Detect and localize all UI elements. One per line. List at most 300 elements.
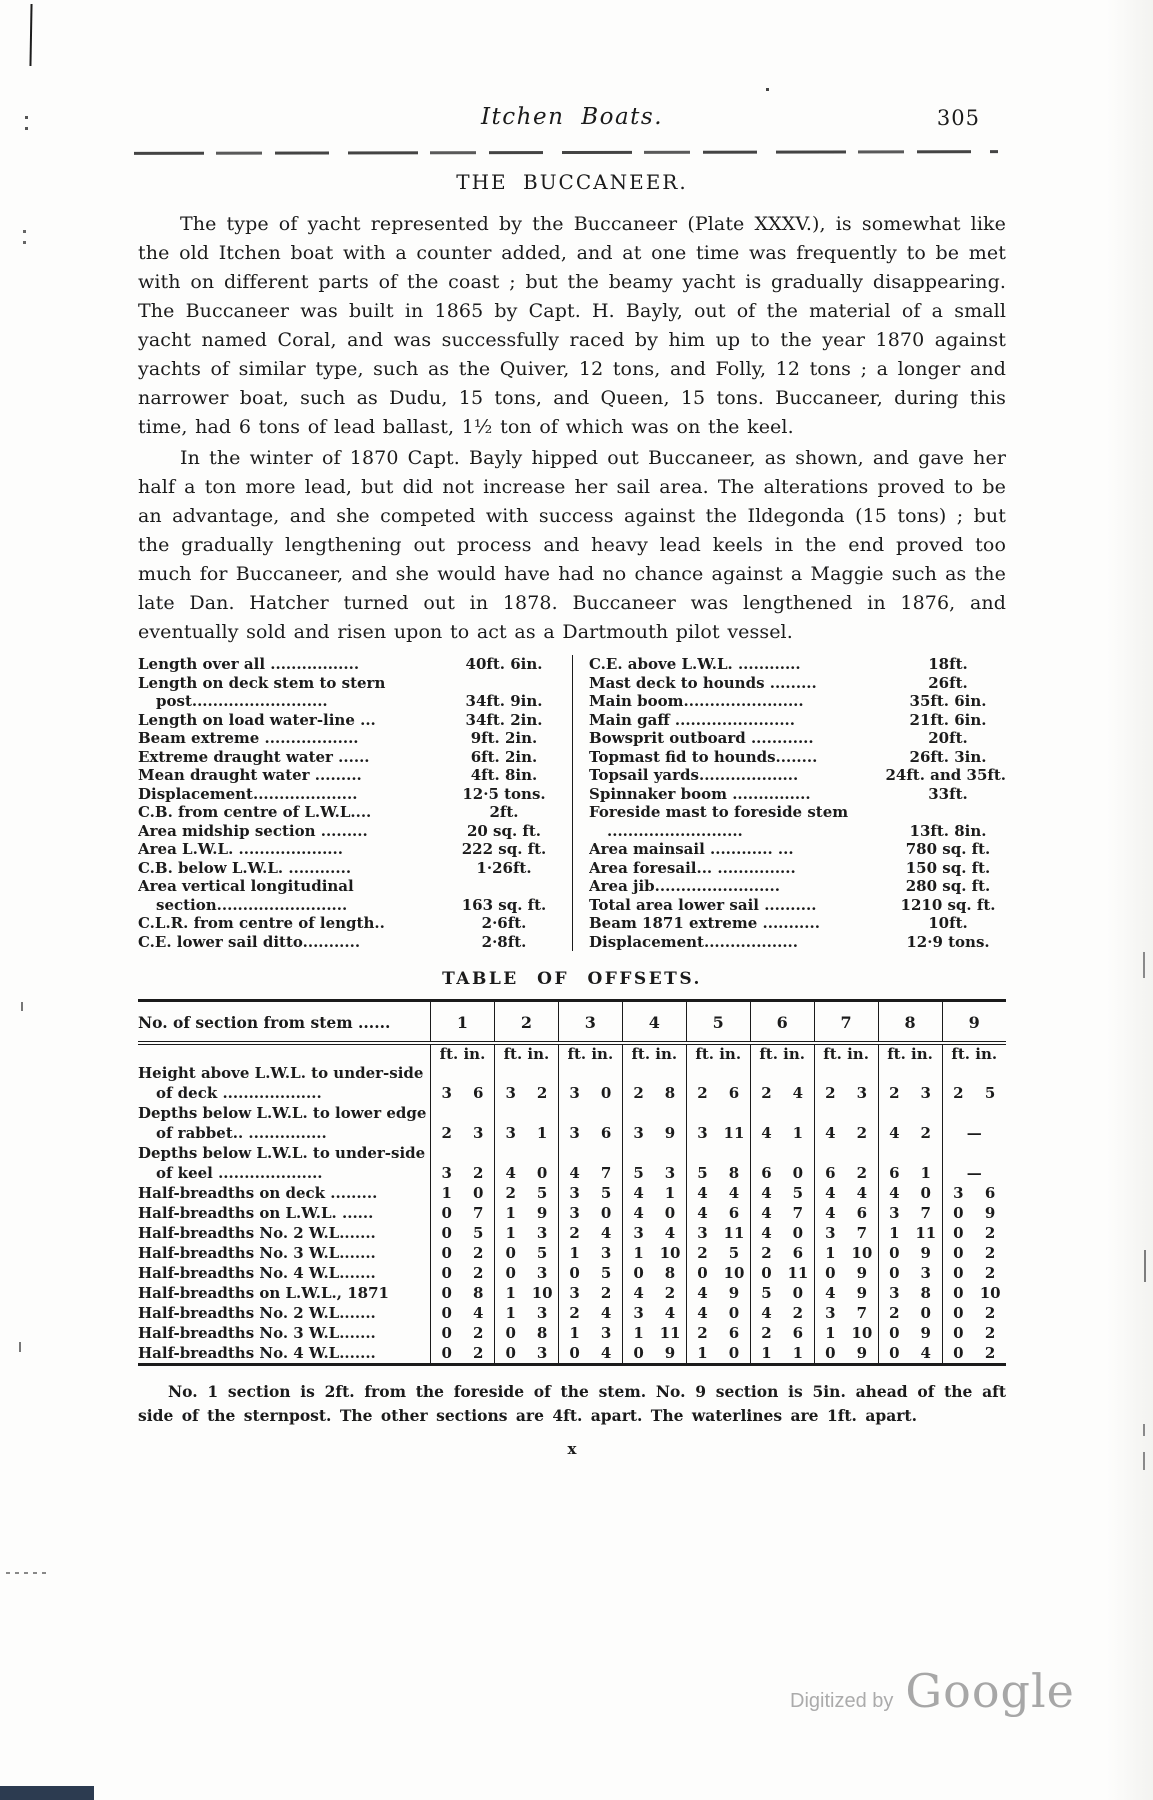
feet-inches-pair xyxy=(559,1183,622,1203)
offsets-value-cell xyxy=(622,1323,686,1343)
inches-value: 2 xyxy=(984,1324,996,1342)
inches-value: 4 xyxy=(600,1304,612,1322)
inches-value: 5 xyxy=(600,1264,612,1282)
spec-row xyxy=(589,785,1006,804)
feet-value: 2 xyxy=(761,1244,772,1262)
feet-value: 3 xyxy=(441,1164,452,1182)
offsets-value-cell xyxy=(814,1223,878,1243)
offsets-value-cell xyxy=(686,1063,750,1103)
offsets-row-label-text: Depths below L.W.L. to under-side of keel .................... xyxy=(138,1144,426,1182)
spec-value: 2ft. xyxy=(489,803,519,821)
feet-inches-pair xyxy=(495,1283,558,1303)
feet-value: 0 xyxy=(569,1344,580,1362)
inches-value: 9 xyxy=(920,1324,931,1342)
feet-inches-pair xyxy=(879,1243,942,1263)
spec-value: 9ft. 2in. xyxy=(470,729,538,747)
spec-value: 34ft. 9in. xyxy=(465,692,543,710)
inches-value: 2 xyxy=(856,1124,868,1142)
offsets-value-cell xyxy=(942,1103,1006,1143)
feet-inches-pair xyxy=(815,1083,878,1103)
feet-value: 3 xyxy=(505,1124,516,1142)
offsets-value-cell xyxy=(622,1183,686,1203)
feet-inches-pair xyxy=(623,1263,686,1283)
feet-value: 0 xyxy=(953,1224,964,1242)
feet-value: 1 xyxy=(633,1324,644,1342)
offsets-value-cell xyxy=(622,1343,686,1365)
offsets-value-cell xyxy=(686,1303,750,1323)
offsets-value-cell xyxy=(942,1183,1006,1203)
feet-value: 0 xyxy=(953,1304,964,1322)
feet-value: 4 xyxy=(825,1284,836,1302)
offsets-row-label xyxy=(138,1143,431,1183)
spec-value: 26ft. xyxy=(928,673,968,692)
spec-row xyxy=(589,896,1006,915)
spec-value: 222 sq. ft. xyxy=(461,840,547,858)
offsets-data-row xyxy=(138,1183,1006,1203)
inches-value: 0 xyxy=(472,1184,484,1202)
spec-value: 13ft. 8in. xyxy=(909,821,987,840)
feet-inches-pair xyxy=(623,1163,686,1183)
section-number-header: 9 xyxy=(942,1001,1006,1044)
spec-label: Area jib........................ xyxy=(589,877,780,895)
inches-value: 3 xyxy=(920,1264,931,1282)
feet-inches-pair xyxy=(879,1263,942,1283)
offsets-data-row xyxy=(138,1323,1006,1343)
offsets-value-cell xyxy=(814,1203,878,1223)
spec-value: 34ft. 2in. xyxy=(465,710,543,729)
offsets-value-cell xyxy=(431,1063,495,1103)
offsets-value-cell xyxy=(558,1203,622,1223)
offsets-value-cell xyxy=(431,1263,495,1283)
offsets-value-cell xyxy=(878,1103,942,1143)
spec-value: 280 sq. ft. xyxy=(905,877,991,895)
spec-value: 21ft. 6in. xyxy=(909,710,987,729)
offsets-value-cell xyxy=(814,1323,878,1343)
feet-inches-pair xyxy=(751,1083,814,1103)
feet-value: 1 xyxy=(505,1224,516,1242)
inches-value: 0 xyxy=(920,1304,931,1322)
offsets-value-cell xyxy=(558,1183,622,1203)
offsets-value-cell xyxy=(494,1303,558,1323)
inches-value: 8 xyxy=(664,1084,676,1102)
spec-value: 33ft. xyxy=(928,784,968,803)
table-footnote: No. 1 section is 2ft. from the foreside of the stem. No. 9 section is 5in. ahead of the aft side of the sternpost. The other sections are 4ft. apart. The waterlines are 1ft. apart. xyxy=(138,1382,1006,1425)
feet-inches-pair xyxy=(879,1203,942,1223)
offsets-row-label xyxy=(138,1103,431,1143)
spec-row xyxy=(138,729,562,748)
feet-value: 0 xyxy=(441,1304,452,1322)
feet-value: 0 xyxy=(953,1324,964,1342)
feet-inches-pair xyxy=(559,1283,622,1303)
feet-value: 0 xyxy=(953,1284,964,1302)
spec-row xyxy=(138,655,562,674)
feet-value: 4 xyxy=(633,1284,644,1302)
offsets-value-cell xyxy=(686,1243,750,1263)
spec-label: Topmast fid to hounds........ xyxy=(589,747,818,766)
feet-value: 3 xyxy=(889,1204,900,1222)
feet-inches-pair xyxy=(879,1303,942,1323)
offsets-value-cell xyxy=(942,1143,1006,1183)
offsets-value-cell xyxy=(431,1223,495,1243)
inches-value: 6 xyxy=(792,1244,804,1262)
offsets-value-cell xyxy=(622,1263,686,1283)
spec-value: 12·9 tons. xyxy=(906,932,990,951)
feet-inches-pair xyxy=(559,1263,622,1283)
feet-inches-pair xyxy=(431,1283,494,1303)
spec-value: 1210 sq. ft. xyxy=(900,895,996,914)
inches-value: 10 xyxy=(723,1264,745,1282)
feet-value: 4 xyxy=(761,1224,772,1242)
feet-value: 0 xyxy=(825,1344,836,1362)
inches-value: 5 xyxy=(600,1184,612,1202)
inches-value: 3 xyxy=(536,1304,548,1322)
inches-value: 6 xyxy=(728,1204,740,1222)
feet-inches-pair xyxy=(815,1323,878,1343)
feet-value: 2 xyxy=(761,1084,772,1102)
article xyxy=(138,170,1006,1458)
inches-value: 11 xyxy=(723,1224,745,1242)
offsets-value-cell xyxy=(814,1143,878,1183)
scan-mark xyxy=(6,1572,46,1574)
feet-inches-pair xyxy=(879,1083,942,1103)
inches-value: 0 xyxy=(728,1304,740,1322)
inches-value: 9 xyxy=(728,1284,740,1302)
feet-value: 1 xyxy=(569,1244,580,1262)
offsets-value-cell xyxy=(878,1143,942,1183)
offsets-value-cell xyxy=(686,1203,750,1223)
digitized-by-text: Digitized by xyxy=(790,1690,894,1712)
google-logo: Google xyxy=(905,1664,1075,1718)
spec-row xyxy=(138,840,562,859)
inches-value: 4 xyxy=(664,1304,676,1322)
feet-inches-pair xyxy=(815,1163,878,1183)
running-header: Itchen Boats. xyxy=(480,104,664,130)
offsets-value-cell xyxy=(686,1183,750,1203)
spec-label: C.E. lower sail ditto........... xyxy=(138,932,361,951)
offsets-value-cell xyxy=(750,1103,814,1143)
feet-inches-pair xyxy=(431,1123,494,1143)
inches-value: 6 xyxy=(472,1084,484,1102)
offsets-data-row xyxy=(138,1143,1006,1183)
inches-value: 5 xyxy=(472,1224,484,1242)
offsets-row-label xyxy=(138,1303,431,1323)
offsets-value-cell xyxy=(622,1203,686,1223)
inches-value: 7 xyxy=(600,1164,612,1182)
feet-inches-pair xyxy=(495,1083,558,1103)
offsets-row-label-text: Half-breadths No. 4 W.L....... xyxy=(138,1264,376,1282)
feet-value: 3 xyxy=(569,1124,580,1142)
feet-inches-pair xyxy=(943,1263,1007,1283)
spec-value: 20ft. xyxy=(928,729,968,747)
feet-value: 0 xyxy=(441,1324,452,1342)
feet-value: 0 xyxy=(825,1264,836,1282)
section-number-header: 3 xyxy=(558,1001,622,1044)
feet-inches-pair xyxy=(559,1323,622,1343)
feet-value: 6 xyxy=(825,1164,836,1182)
inches-value: 0 xyxy=(792,1284,804,1302)
feet-inches-pair xyxy=(943,1083,1007,1103)
inches-value: 11 xyxy=(659,1324,681,1342)
feet-value: 2 xyxy=(825,1084,836,1102)
feet-inches-pair xyxy=(559,1203,622,1223)
spec-row xyxy=(138,766,562,785)
feet-value: 2 xyxy=(569,1304,580,1322)
digitized-watermark xyxy=(790,1664,1075,1718)
offsets-value-cell xyxy=(750,1323,814,1343)
inches-value: 6 xyxy=(856,1204,868,1222)
spec-label: Total area lower sail .......... xyxy=(589,895,817,914)
feet-value: 4 xyxy=(761,1124,772,1142)
feet-inches-pair xyxy=(623,1083,686,1103)
scan-mark xyxy=(29,4,32,66)
offsets-data-row xyxy=(138,1063,1006,1103)
offsets-value-cell xyxy=(558,1343,622,1365)
feet-inches-pair xyxy=(943,1223,1007,1243)
inches-value: 2 xyxy=(920,1124,931,1142)
spec-row xyxy=(589,655,1006,674)
scan-mark xyxy=(23,241,26,244)
inches-value: 3 xyxy=(600,1324,612,1342)
inches-value: 4 xyxy=(856,1184,868,1202)
feet-inches-pair xyxy=(495,1263,558,1283)
offsets-value-cell xyxy=(494,1343,558,1365)
inches-value: 2 xyxy=(984,1264,996,1282)
offsets-value-cell xyxy=(686,1323,750,1343)
inches-value: 3 xyxy=(536,1224,548,1242)
inches-value: 9 xyxy=(856,1344,868,1362)
offsets-value-cell xyxy=(878,1063,942,1103)
feet-value: 1 xyxy=(761,1344,772,1362)
feet-inches-pair xyxy=(559,1303,622,1323)
spec-row xyxy=(589,748,1006,767)
offsets-data-row xyxy=(138,1303,1006,1323)
offsets-value-cell xyxy=(431,1343,495,1365)
offsets-value-cell xyxy=(558,1143,622,1183)
offsets-value-cell xyxy=(750,1183,814,1203)
feet-value: 4 xyxy=(825,1124,836,1142)
spec-row xyxy=(589,859,1006,878)
offsets-value-cell xyxy=(686,1263,750,1283)
offsets-value-cell xyxy=(814,1063,878,1103)
inches-value: 0 xyxy=(536,1164,548,1182)
no-value-dash: — xyxy=(966,1124,982,1142)
feet-inches-pair xyxy=(559,1083,622,1103)
offsets-row-label-text: Half-breadths No. 4 W.L....... xyxy=(138,1344,376,1362)
specifications-list xyxy=(138,655,1006,951)
feet-inches-pair xyxy=(495,1303,558,1323)
inches-value: 11 xyxy=(787,1264,809,1282)
offsets-data-row xyxy=(138,1243,1006,1263)
spec-label: Foreside mast to foreside stem .......................... xyxy=(589,803,849,840)
spec-row xyxy=(589,914,1006,933)
spec-row xyxy=(138,803,562,822)
offsets-value-cell xyxy=(750,1223,814,1243)
feet-value: 0 xyxy=(697,1264,708,1282)
inches-value: 11 xyxy=(915,1224,937,1242)
spec-label: Bowsprit outboard ............ xyxy=(589,729,814,747)
feet-inches-pair xyxy=(687,1343,750,1363)
feet-inches-pair xyxy=(431,1343,494,1363)
inches-value: 2 xyxy=(856,1164,868,1182)
feet-value: 0 xyxy=(761,1264,772,1282)
feet-value: 4 xyxy=(825,1204,836,1222)
feet-inches-pair xyxy=(751,1223,814,1243)
spec-label: Extreme draught water ...... xyxy=(138,747,370,766)
unit-label: ft. in. xyxy=(431,1043,495,1063)
offsets-value-cell xyxy=(750,1143,814,1183)
feet-inches-pair xyxy=(687,1123,750,1143)
offsets-row-label xyxy=(138,1323,431,1343)
feet-inches-pair xyxy=(751,1243,814,1263)
spec-label: C.B. below L.W.L. ............ xyxy=(138,858,352,877)
section-number-header: 4 xyxy=(622,1001,686,1044)
offsets-row-label xyxy=(138,1203,431,1223)
inches-value: 4 xyxy=(472,1304,484,1322)
offsets-value-cell xyxy=(494,1183,558,1203)
printer-signature-mark: x xyxy=(567,1440,577,1458)
feet-inches-pair xyxy=(751,1203,814,1223)
inches-value: 2 xyxy=(984,1304,996,1322)
section-number-header: 6 xyxy=(750,1001,814,1044)
inches-value: 0 xyxy=(600,1084,612,1102)
inches-value: 1 xyxy=(920,1164,931,1182)
offsets-value-cell xyxy=(686,1103,750,1143)
feet-value: 2 xyxy=(569,1224,580,1242)
feet-value: 4 xyxy=(505,1164,516,1182)
spec-value: 780 sq. ft. xyxy=(905,840,991,858)
feet-inches-pair xyxy=(559,1243,622,1263)
section-number-header: 2 xyxy=(494,1001,558,1044)
offsets-value-cell xyxy=(558,1103,622,1143)
feet-value: 3 xyxy=(569,1084,580,1102)
feet-value: 0 xyxy=(441,1224,452,1242)
inches-value: 2 xyxy=(536,1084,548,1102)
inches-value: 1 xyxy=(792,1344,804,1362)
spec-row xyxy=(589,692,1006,711)
offsets-value-cell xyxy=(558,1223,622,1243)
spec-label: Displacement.................. xyxy=(589,932,798,951)
feet-inches-pair xyxy=(815,1123,878,1143)
feet-value: 0 xyxy=(633,1264,644,1282)
inches-value: 10 xyxy=(851,1244,873,1262)
feet-inches-pair xyxy=(943,1283,1007,1303)
spec-row xyxy=(589,674,1006,693)
feet-inches-pair xyxy=(431,1243,494,1263)
section-number-header: 1 xyxy=(431,1001,495,1044)
feet-value: 2 xyxy=(761,1324,772,1342)
inches-value: 3 xyxy=(856,1084,868,1102)
feet-inches-pair xyxy=(943,1303,1007,1323)
inches-value: 7 xyxy=(856,1304,868,1322)
spec-value: 6ft. 2in. xyxy=(470,747,538,766)
spec-label: Area vertical longitudinal section......................... xyxy=(138,877,354,914)
scan-mark xyxy=(766,88,769,91)
offsets-value-cell xyxy=(942,1263,1006,1283)
inches-value: 2 xyxy=(472,1264,484,1282)
feet-value: 1 xyxy=(505,1304,516,1322)
offsets-value-cell xyxy=(878,1183,942,1203)
inches-value: 10 xyxy=(851,1324,873,1342)
feet-inches-pair xyxy=(943,1183,1007,1203)
spec-label: Length over all ................. xyxy=(138,655,360,673)
inches-value: 8 xyxy=(728,1164,740,1182)
inches-value: 2 xyxy=(472,1344,484,1362)
feet-value: 2 xyxy=(633,1084,644,1102)
feet-inches-pair xyxy=(623,1303,686,1323)
spec-row xyxy=(589,840,1006,859)
feet-inches-pair xyxy=(495,1243,558,1263)
inches-value: 2 xyxy=(472,1164,484,1182)
offsets-value-cell xyxy=(878,1283,942,1303)
offsets-value-cell xyxy=(431,1323,495,1343)
feet-value: 6 xyxy=(889,1164,900,1182)
inches-value: 9 xyxy=(920,1244,931,1262)
offsets-value-cell xyxy=(750,1063,814,1103)
offsets-value-cell xyxy=(814,1243,878,1263)
feet-value: 6 xyxy=(761,1164,772,1182)
feet-inches-pair xyxy=(751,1183,814,1203)
offsets-value-cell xyxy=(558,1303,622,1323)
offsets-value-cell xyxy=(814,1183,878,1203)
feet-value: 3 xyxy=(889,1284,900,1302)
feet-inches-pair xyxy=(815,1303,878,1323)
feet-value: 4 xyxy=(697,1204,708,1222)
feet-inches-pair xyxy=(431,1303,494,1323)
offsets-value-cell xyxy=(494,1203,558,1223)
feet-inches-pair xyxy=(623,1323,686,1343)
spec-row xyxy=(589,877,1006,896)
spec-label: Area L.W.L. .................... xyxy=(138,840,343,858)
inches-value: 2 xyxy=(472,1324,484,1342)
inches-value: 5 xyxy=(536,1244,548,1262)
spec-label: C.E. above L.W.L. ............ xyxy=(589,655,801,673)
feet-inches-pair xyxy=(879,1283,942,1303)
offsets-value-cell xyxy=(558,1283,622,1303)
inches-value: 9 xyxy=(664,1124,676,1142)
feet-value: 0 xyxy=(889,1264,900,1282)
scan-corner-artifact xyxy=(0,1786,94,1800)
feet-inches-pair xyxy=(687,1203,750,1223)
spec-value: 2·6ft. xyxy=(481,914,527,932)
feet-inches-pair xyxy=(623,1183,686,1203)
offsets-value-cell xyxy=(750,1243,814,1263)
feet-value: 5 xyxy=(697,1164,708,1182)
inches-value: 8 xyxy=(664,1264,676,1282)
inches-value: 2 xyxy=(600,1284,612,1302)
offsets-value-cell xyxy=(431,1283,495,1303)
offsets-value-cell xyxy=(431,1143,495,1183)
feet-inches-pair xyxy=(687,1223,750,1243)
scan-mark xyxy=(1143,1452,1145,1470)
inches-value: 4 xyxy=(600,1344,612,1362)
feet-value: 0 xyxy=(441,1284,452,1302)
feet-value: 0 xyxy=(953,1344,964,1362)
feet-value: 1 xyxy=(889,1224,900,1242)
feet-inches-pair xyxy=(687,1083,750,1103)
inches-value: 2 xyxy=(664,1284,676,1302)
scan-mark xyxy=(1143,1424,1145,1436)
feet-value: 0 xyxy=(505,1344,516,1362)
feet-inches-pair xyxy=(879,1163,942,1183)
scan-mark xyxy=(21,1002,23,1011)
feet-value: 1 xyxy=(505,1284,516,1302)
feet-inches-pair xyxy=(559,1123,622,1143)
inches-value: 5 xyxy=(792,1184,804,1202)
offsets-value-cell xyxy=(750,1283,814,1303)
spec-row xyxy=(589,766,1006,785)
feet-value: 0 xyxy=(953,1244,964,1262)
inches-value: 3 xyxy=(472,1124,484,1142)
